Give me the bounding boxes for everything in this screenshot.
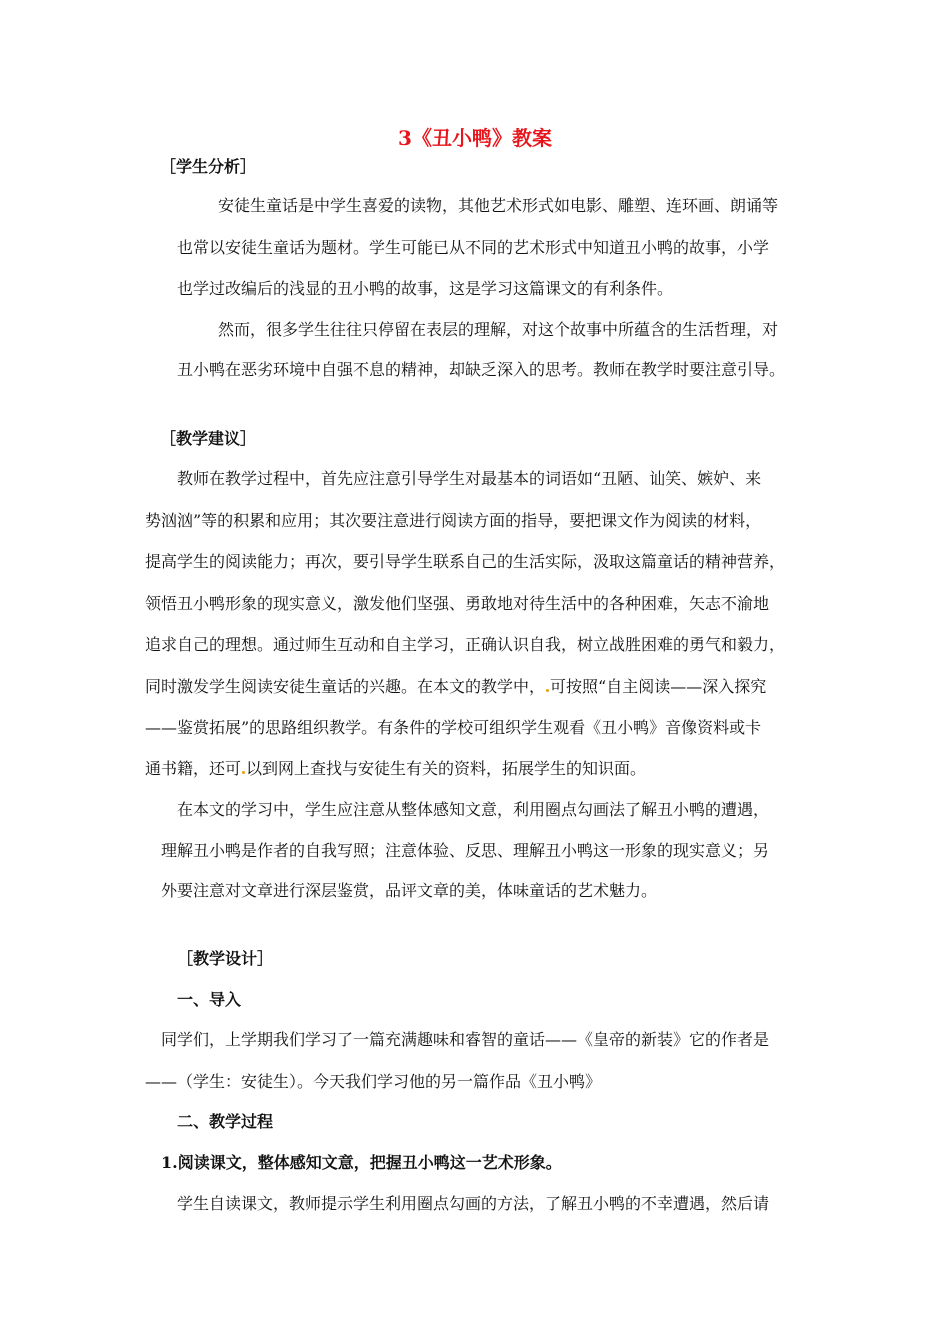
section-heading-student-analysis: ［学生分析］ xyxy=(160,157,257,176)
paragraph-line xyxy=(145,758,646,780)
paragraph-line xyxy=(145,676,766,698)
margin-mark-icon xyxy=(242,771,245,774)
paragraph-line: 也学过改编后的浅显的丑小鸭的故事，这是学习这篇课文的有利条件。 xyxy=(177,279,674,298)
paragraph-line: 势汹汹”等的积累和应用；其次要注意进行阅读方面的指导，要把课文作为阅读的材料， xyxy=(145,511,762,530)
paragraph-line: 领悟丑小鸭形象的现实意义，激发他们坚强、勇敢地对待生活中的各种困难，矢志不渝地 xyxy=(145,594,770,613)
paragraph-line: 在本文的学习中，学生应注意从整体感知文意，利用圈点勾画法了解丑小鸭的遭遇， xyxy=(177,800,770,819)
paragraph-line: ——（学生：安徒生）。今天我们学习他的另一篇作品《丑小鸭》 xyxy=(145,1072,602,1091)
section-heading-teaching-design: ［教学设计］ xyxy=(177,949,274,968)
paragraph-line: 也常以安徒生童话为题材。学生可能已从不同的艺术形式中知道丑小鸭的故事，小学 xyxy=(177,238,770,257)
paragraph-line: ——鉴赏拓展”的思路组织教学。有条件的学校可组织学生观看《丑小鸭》音像资料或卡 xyxy=(145,718,762,737)
margin-mark-icon xyxy=(546,689,549,692)
paragraph-line: 提高学生的阅读能力；再次，要引导学生联系自己的生活实际，汲取这篇童话的精神营养， xyxy=(145,552,786,571)
paragraph-line: 安徒生童话是中学生喜爱的读物，其他艺术形式如电影、雕塑、连环画、朗诵等 xyxy=(218,196,779,215)
subheading-teaching-process: 二、教学过程 xyxy=(177,1112,274,1131)
paragraph-line: 学生自读课文，教师提示学生利用圈点勾画的方法，了解丑小鸭的不幸遭遇，然后请 xyxy=(177,1194,770,1213)
paragraph-line: 理解丑小鸭是作者的自我写照；注意体验、反思、理解丑小鸭这一形象的现实意义；另 xyxy=(161,841,770,860)
paragraph-line: 丑小鸭在恶劣环境中自强不息的精神，却缺乏深入的思考。教师在教学时要注意引导。 xyxy=(177,360,786,379)
paragraph-fragment: 以到网上查找与安徒生有关的资料，拓展学生的知识面。 xyxy=(246,759,647,778)
paragraph-line: 然而，很多学生往往只停留在表层的理解，对这个故事中所蕴含的生活哲理，对 xyxy=(218,320,779,339)
subheading-introduction: 一、导入 xyxy=(177,990,242,1009)
document-title: 3《丑小鸭》教案 xyxy=(398,126,552,150)
paragraph-fragment: 通书籍，还可 xyxy=(145,759,242,778)
section-heading-teaching-suggestions: ［教学建议］ xyxy=(160,429,257,448)
paragraph-line: 同学们，上学期我们学习了一篇充满趣味和睿智的童话——《皇帝的新装》它的作者是 xyxy=(161,1030,770,1049)
paragraph-line: 教师在教学过程中，首先应注意引导学生对最基本的词语如“丑陋、讪笑、嫉妒、来 xyxy=(177,469,762,488)
step-heading: 1.阅读课文，整体感知文意，把握丑小鸭这一艺术形象。 xyxy=(161,1153,562,1172)
paragraph-fragment: 同时激发学生阅读安徒生童话的兴趣。在本文的教学中， xyxy=(145,677,546,696)
paragraph-line: 外要注意对文章进行深层鉴赏，品评文章的美，体味童话的艺术魅力。 xyxy=(161,881,658,900)
paragraph-fragment: 可按照“自主阅读——深入探究 xyxy=(550,677,767,696)
paragraph-line: 追求自己的理想。通过师生互动和自主学习，正确认识自我，树立战胜困难的勇气和毅力， xyxy=(145,635,786,654)
